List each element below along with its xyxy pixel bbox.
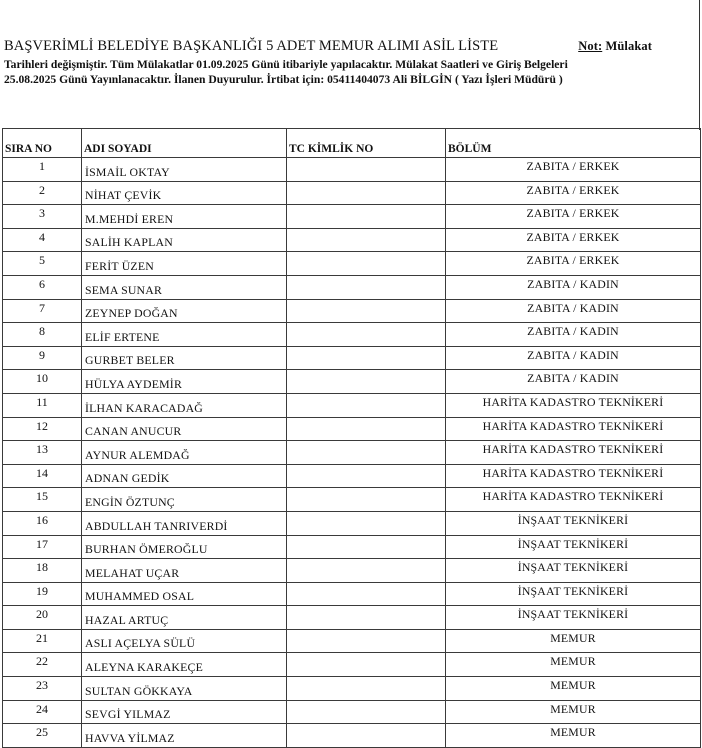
department: MEMUR xyxy=(446,629,701,653)
candidate-name: SEVGİ YILMAZ xyxy=(82,700,287,724)
tc-kimlik-no xyxy=(287,700,446,724)
table-row xyxy=(3,441,701,465)
table-row xyxy=(3,677,701,701)
department: ZABITA / KADIN xyxy=(446,323,701,347)
tc-kimlik-no xyxy=(287,323,446,347)
table-row xyxy=(3,559,701,583)
column-header-tc-kimlik-no: TC KİMLİK NO xyxy=(287,129,446,158)
department: ZABITA / ERKEK xyxy=(446,252,701,276)
table-row xyxy=(3,158,701,182)
row-number: 22 xyxy=(3,653,82,677)
department: ZABITA / KADIN xyxy=(446,275,701,299)
candidate-name: NİHAT ÇEVİK xyxy=(82,181,287,205)
candidate-name: ASLI AÇELYA SÜLÜ xyxy=(82,629,287,653)
candidate-name: GURBET BELER xyxy=(82,346,287,370)
candidate-name: BURHAN ÖMEROĞLU xyxy=(82,535,287,559)
table-row xyxy=(3,582,701,606)
department: HARİTA KADASTRO TEKNİKERİ xyxy=(446,488,701,512)
candidate-name: İLHAN KARACADAĞ xyxy=(82,393,287,417)
candidate-name: ALEYNA KARAKEÇE xyxy=(82,653,287,677)
row-number: 9 xyxy=(3,346,82,370)
tc-kimlik-no xyxy=(287,511,446,535)
row-number: 24 xyxy=(3,700,82,724)
candidate-name: FERİT ÜZEN xyxy=(82,252,287,276)
candidate-name: MUHAMMED OSAL xyxy=(82,582,287,606)
department: MEMUR xyxy=(446,700,701,724)
department: İNŞAAT TEKNİKERİ xyxy=(446,582,701,606)
candidate-table xyxy=(2,128,701,748)
row-number: 13 xyxy=(3,441,82,465)
table-row xyxy=(3,511,701,535)
tc-kimlik-no xyxy=(287,205,446,229)
candidate-name: İSMAİL OKTAY xyxy=(82,158,287,182)
table-row xyxy=(3,299,701,323)
department: ZABITA / KADIN xyxy=(446,299,701,323)
row-number: 14 xyxy=(3,464,82,488)
table-row xyxy=(3,275,701,299)
row-number: 23 xyxy=(3,677,82,701)
candidate-name: AYNUR ALEMDAĞ xyxy=(82,441,287,465)
department: HARİTA KADASTRO TEKNİKERİ xyxy=(446,441,701,465)
table-row xyxy=(3,417,701,441)
tc-kimlik-no xyxy=(287,724,446,748)
department: MEMUR xyxy=(446,724,701,748)
department: ZABITA / KADIN xyxy=(446,346,701,370)
tc-kimlik-no xyxy=(287,464,446,488)
candidate-name: ABDULLAH TANRIVERDİ xyxy=(82,511,287,535)
department: HARİTA KADASTRO TEKNİKERİ xyxy=(446,464,701,488)
row-number: 7 xyxy=(3,299,82,323)
row-number: 19 xyxy=(3,582,82,606)
column-header-adi-soyadi: ADI SOYADI xyxy=(82,129,287,158)
row-number: 18 xyxy=(3,559,82,583)
table-row xyxy=(3,724,701,748)
note-label: Not: xyxy=(578,39,603,53)
row-number: 15 xyxy=(3,488,82,512)
document-header xyxy=(4,38,694,87)
tc-kimlik-no xyxy=(287,252,446,276)
candidate-name: ZEYNEP DOĞAN xyxy=(82,299,287,323)
tc-kimlik-no xyxy=(287,393,446,417)
table-row xyxy=(3,181,701,205)
candidate-name: ADNAN GEDİK xyxy=(82,464,287,488)
header-line-2: Tarihleri değişmiştir. Tüm Mülakatlar 01.09.2025 Günü itibariyle yapılacaktır. Mülakat Saatleri ve Giriş Belgeleri xyxy=(4,58,568,71)
department: İNŞAAT TEKNİKERİ xyxy=(446,511,701,535)
tc-kimlik-no xyxy=(287,299,446,323)
tc-kimlik-no xyxy=(287,228,446,252)
department: ZABITA / ERKEK xyxy=(446,228,701,252)
candidate-name: HAZAL ARTUÇ xyxy=(82,606,287,630)
row-number: 8 xyxy=(3,323,82,347)
row-number: 25 xyxy=(3,724,82,748)
column-header-bolum: BÖLÜM xyxy=(446,129,701,158)
tc-kimlik-no xyxy=(287,346,446,370)
candidate-name: SEMA SUNAR xyxy=(82,275,287,299)
tc-kimlik-no xyxy=(287,559,446,583)
table-row xyxy=(3,228,701,252)
tc-kimlik-no xyxy=(287,417,446,441)
table-row xyxy=(3,252,701,276)
candidate-name: HAVVA YİLMAZ xyxy=(82,724,287,748)
candidate-name: ELİF ERTENE xyxy=(82,323,287,347)
tc-kimlik-no xyxy=(287,535,446,559)
department: MEMUR xyxy=(446,653,701,677)
candidate-name: MELAHAT UÇAR xyxy=(82,559,287,583)
row-number: 5 xyxy=(3,252,82,276)
department: İNŞAAT TEKNİKERİ xyxy=(446,606,701,630)
row-number: 16 xyxy=(3,511,82,535)
row-number: 6 xyxy=(3,275,82,299)
row-number: 4 xyxy=(3,228,82,252)
candidate-name: CANAN ANUCUR xyxy=(82,417,287,441)
table-row xyxy=(3,629,701,653)
row-number: 1 xyxy=(3,158,82,182)
table-row xyxy=(3,700,701,724)
candidate-name: ENGİN ÖZTUNÇ xyxy=(82,488,287,512)
row-number: 2 xyxy=(3,181,82,205)
candidate-name: SALİH KAPLAN xyxy=(82,228,287,252)
table-row xyxy=(3,535,701,559)
table-row xyxy=(3,346,701,370)
row-number: 21 xyxy=(3,629,82,653)
department: ZABITA / KADIN xyxy=(446,370,701,394)
row-number: 3 xyxy=(3,205,82,229)
row-number: 17 xyxy=(3,535,82,559)
department: ZABITA / ERKEK xyxy=(446,181,701,205)
department: ZABITA / ERKEK xyxy=(446,205,701,229)
department: İNŞAAT TEKNİKERİ xyxy=(446,535,701,559)
table-row xyxy=(3,323,701,347)
table-row xyxy=(3,370,701,394)
document-title: BAŞVERİMLİ BELEDİYE BAŞKANLIĞI 5 ADET MEMUR ALIMI ASİL LİSTE xyxy=(4,38,499,54)
table-row xyxy=(3,606,701,630)
candidate-name: M.MEHDİ EREN xyxy=(82,205,287,229)
tc-kimlik-no xyxy=(287,158,446,182)
note-text: Mülakat xyxy=(602,39,652,53)
column-header-sira-no: SIRA NO xyxy=(3,129,82,158)
tc-kimlik-no xyxy=(287,181,446,205)
tc-kimlik-no xyxy=(287,629,446,653)
candidate-name: HÜLYA AYDEMİR xyxy=(82,370,287,394)
tc-kimlik-no xyxy=(287,582,446,606)
department: İNŞAAT TEKNİKERİ xyxy=(446,559,701,583)
tc-kimlik-no xyxy=(287,653,446,677)
tc-kimlik-no xyxy=(287,606,446,630)
tc-kimlik-no xyxy=(287,488,446,512)
row-number: 10 xyxy=(3,370,82,394)
row-number: 20 xyxy=(3,606,82,630)
table-row xyxy=(3,488,701,512)
tc-kimlik-no xyxy=(287,275,446,299)
department: HARİTA KADASTRO TEKNİKERİ xyxy=(446,417,701,441)
department: ZABITA / ERKEK xyxy=(446,158,701,182)
row-number: 12 xyxy=(3,417,82,441)
tc-kimlik-no xyxy=(287,441,446,465)
table-body xyxy=(3,158,701,748)
department: MEMUR xyxy=(446,677,701,701)
tc-kimlik-no xyxy=(287,677,446,701)
tc-kimlik-no xyxy=(287,370,446,394)
header-line-1 xyxy=(4,38,694,56)
interview-note xyxy=(578,39,652,54)
table-row xyxy=(3,205,701,229)
candidate-name: SULTAN GÖKKAYA xyxy=(82,677,287,701)
table-header-row xyxy=(3,129,701,158)
page-edge xyxy=(699,0,700,130)
table-row xyxy=(3,653,701,677)
table-row xyxy=(3,464,701,488)
table-row xyxy=(3,393,701,417)
header-line-3: 25.08.2025 Günü Yayınlanacaktır. İlanen Duyurulur. İrtibat için: 05411404073 Ali BİLGİN ( Yazı İşleri Müdürü ) xyxy=(4,73,563,86)
department: HARİTA KADASTRO TEKNİKERİ xyxy=(446,393,701,417)
row-number: 11 xyxy=(3,393,82,417)
